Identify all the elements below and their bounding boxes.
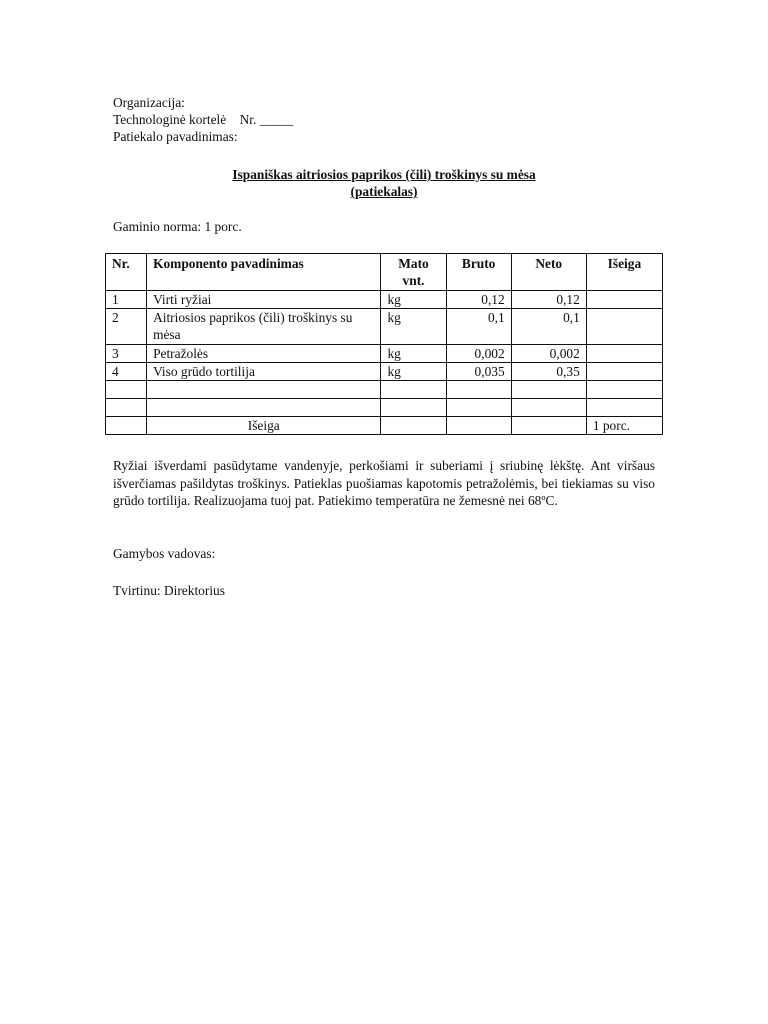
cell-nr: 4 xyxy=(106,363,147,381)
cell-neto: 0,1 xyxy=(511,309,586,345)
cell-unit: kg xyxy=(381,309,446,345)
table-row xyxy=(106,363,663,381)
dish-title-subtitle: (patiekalas) xyxy=(350,184,418,199)
cell-component xyxy=(147,399,381,417)
production-manager-label: Gamybos vadovas: xyxy=(113,546,216,561)
cell-bruto xyxy=(446,399,511,417)
table-row xyxy=(106,345,663,363)
table-row-empty xyxy=(106,399,663,417)
cell-bruto: 0,12 xyxy=(446,291,511,309)
cell-bruto: 0,035 xyxy=(446,363,511,381)
cell-neto xyxy=(511,381,586,399)
cell-component: Aitriosios paprikos (čili) troškinys su mėsa xyxy=(147,309,381,345)
organization-label: Organizacija: xyxy=(113,95,185,110)
preparation-description: Ryžiai išverdami pasūdytame vandenyje, perkošiami ir suberiami į sriubinę lėkštę. Ant viršaus išverčiamas pašildytas troškinys. Patieklas puošiamas kapotomis petražolėmis, bei tiekiamas su viso grūdo tortilija. Realizuojama tuoj pat. Patiekimo temperatūra ne žemesnė nei 68ºC. xyxy=(113,458,655,508)
cell-nr xyxy=(106,381,147,399)
table-footer-row xyxy=(106,417,663,435)
header-neto: Neto xyxy=(511,254,586,291)
footer-yield-value: 1 porc. xyxy=(586,417,662,435)
cell-component: Petražolės xyxy=(147,345,381,363)
portion-norm: Gaminio norma: 1 porc. xyxy=(113,219,242,234)
cell-empty xyxy=(511,417,586,435)
cell-neto: 0,12 xyxy=(511,291,586,309)
cell-bruto: 0,1 xyxy=(446,309,511,345)
cell-empty xyxy=(446,417,511,435)
dish-title: Ispaniškas aitriosios paprikos (čili) troškinys su mėsa xyxy=(232,167,536,182)
cell-yield xyxy=(586,399,662,417)
table-row xyxy=(106,309,663,345)
cell-unit: kg xyxy=(381,363,446,381)
table-row-empty xyxy=(106,381,663,399)
cell-neto xyxy=(511,399,586,417)
cell-nr: 1 xyxy=(106,291,147,309)
cell-yield xyxy=(586,381,662,399)
cell-component: Viso grūdo tortilija xyxy=(147,363,381,381)
cell-bruto xyxy=(446,381,511,399)
cell-empty xyxy=(381,417,446,435)
cell-unit xyxy=(381,399,446,417)
cell-neto: 0,002 xyxy=(511,345,586,363)
dish-name-label: Patiekalo pavadinimas: xyxy=(113,129,238,144)
cell-component xyxy=(147,381,381,399)
cell-yield xyxy=(586,363,662,381)
table-row xyxy=(106,291,663,309)
cell-unit xyxy=(381,381,446,399)
cell-empty xyxy=(106,417,147,435)
cell-component: Virti ryžiai xyxy=(147,291,381,309)
header-unit: Mato vnt. xyxy=(381,254,446,291)
header-bruto: Bruto xyxy=(446,254,511,291)
recipe-table xyxy=(105,253,663,435)
cell-unit: kg xyxy=(381,291,446,309)
cell-nr: 2 xyxy=(106,309,147,345)
header-component: Komponento pavadinimas xyxy=(147,254,381,291)
cell-bruto: 0,002 xyxy=(446,345,511,363)
footer-yield-label: Išeiga xyxy=(147,417,381,435)
cell-nr xyxy=(106,399,147,417)
approval-label: Tvirtinu: Direktorius xyxy=(113,583,225,598)
cell-yield xyxy=(586,309,662,345)
header-yield: Išeiga xyxy=(586,254,662,291)
cell-nr: 3 xyxy=(106,345,147,363)
cell-unit: kg xyxy=(381,345,446,363)
header-nr: Nr. xyxy=(106,254,147,291)
table-header-row xyxy=(106,254,663,291)
technology-card-number: Technologinė kortelė Nr. _____ xyxy=(113,112,294,127)
cell-neto: 0,35 xyxy=(511,363,586,381)
cell-yield xyxy=(586,291,662,309)
cell-yield xyxy=(586,345,662,363)
